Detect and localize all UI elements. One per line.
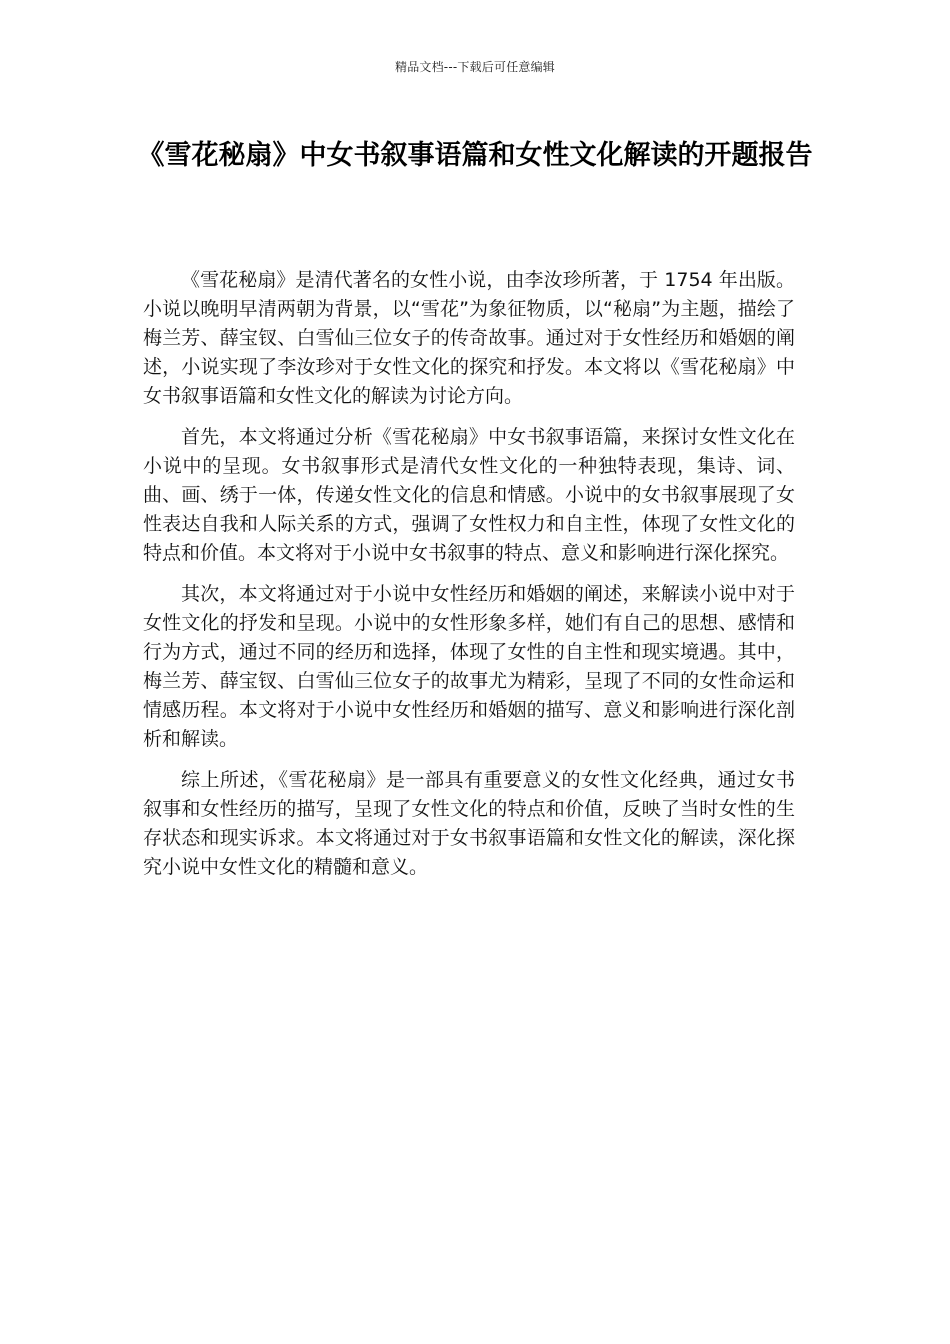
document-title: 《雪花秘扇》中女书叙事语篇和女性文化解读的开题报告 [137,140,813,171]
header-note: 精品文档---下载后可任意编辑 [395,60,555,74]
paragraph-conclusion: 综上所述，《雪花秘扇》是一部具有重要意义的女性文化经典，通过女书叙事和女性经历的描写，呈现了女性文化的特点和价值，反映了当时女性的生存状态和现实诉求。本文将通过对于女书叙事语篇和女性文化的解读，深化探究小说中女性文化的精髓和意义。 [143,769,795,878]
paragraph-second: 其次，本文将通过对于小说中女性经历和婚姻的阐述，来解读小说中对于女性文化的抒发和呈现。小说中的女性形象多样，她们有自己的思想、感情和行为方式，通过不同的经历和选择，体现了女性的自主性和现实境遇。其中，梅兰芳、薛宝钗、白雪仙三位女子的故事尤为精彩，呈现了不同的女性命运和情感历程。本文将对于小说中女性经历和婚姻的描写、意义和影响进行深化剖析和解读。 [143,583,795,750]
paragraph-first: 首先，本文将通过分析《雪花秘扇》中女书叙事语篇，来探讨女性文化在小说中的呈现。女书叙事形式是清代女性文化的一种独特表现，集诗、词、曲、画、绣于一体，传递女性文化的信息和情感。小说中的女书叙事展现了女性表达自我和人际关系的方式，强调了女性权力和自主性，体现了女性文化的特点和价值。本文将对于小说中女书叙事的特点、意义和影响进行深化探究。 [143,426,795,564]
paragraph-intro: 《雪花秘扇》是清代著名的女性小说，由李汝珍所著，于 1754 年出版。小说以晚明早清两朝为背景，以“雪花”为象征物质，以“秘扇”为主题，描绘了梅兰芳、薛宝钗、白雪仙三位女子的传奇故事。通过对于女性经历和婚姻的阐述，小说实现了李汝珍对于女性文化的探究和抒发。本文将以《雪花秘扇》中女书叙事语篇和女性文化的解读为讨论方向。 [143,269,795,407]
document-body [143,266,795,894]
